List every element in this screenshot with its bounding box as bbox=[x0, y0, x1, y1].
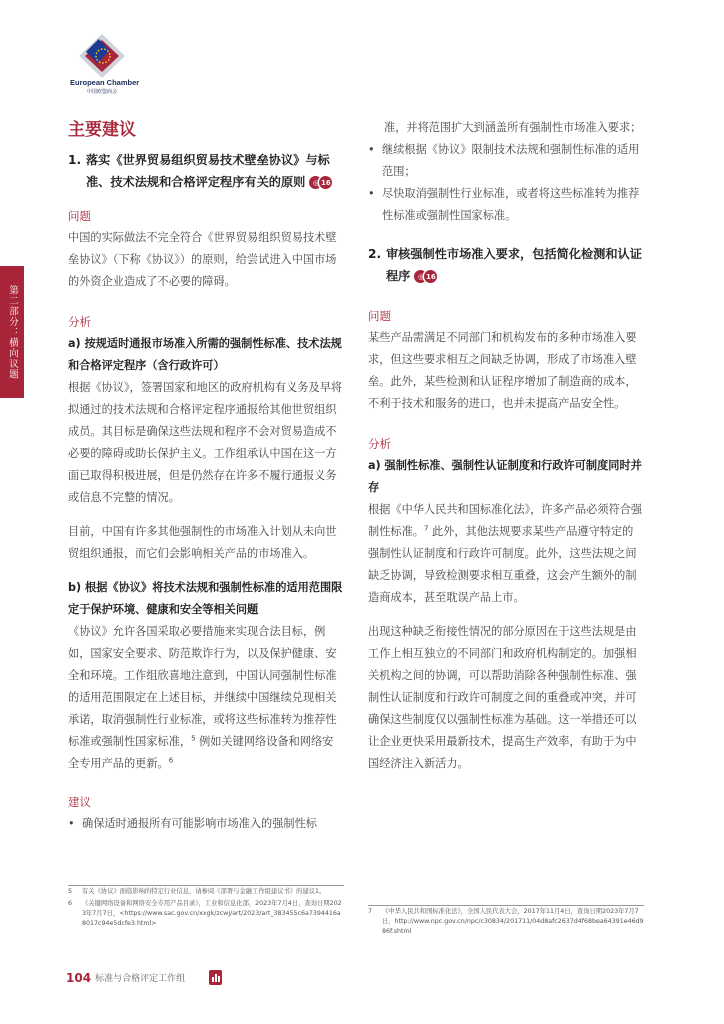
rec1-bullet-3: • 尽快取消强制性行业标准，或者将这些标准转为推荐性标准或强制性国家标准。 bbox=[368, 187, 640, 222]
rec2-a-text1-pre: 根据《中华人民共和国标准化法》，许多产品必须符合强制性标准。 bbox=[368, 503, 643, 538]
logo-cn-name: 中国欧盟商会 bbox=[86, 89, 117, 95]
priority-badge-icon: ◎ 16 bbox=[414, 270, 437, 283]
rec1-a-title: a) 按规适时通报市场准入所需的强制性标准、技术法规和合格评定程序（含行政许可） bbox=[68, 337, 342, 372]
chart-doc-icon bbox=[209, 970, 222, 985]
footnote-ref-6[interactable]: 6 bbox=[168, 756, 174, 765]
rec2-problem-text: 某些产品需满足不同部门和机构发布的多种市场准入要求，但这些要求相互之间缺乏协调，形成了市场准入壁垒。此外，某些检测和认证程序增加了制造商的成本，不利于技术和服务的进口，也并未提高产品安全性。 bbox=[368, 331, 637, 410]
rec1-bullet-1: • 确保适时通报所有可能影响市场准入的强制性标 bbox=[68, 817, 317, 830]
rec2-analysis-label: 分析 bbox=[368, 437, 391, 451]
rec2-a-paragraph bbox=[368, 499, 644, 609]
footnote-5: 5 有关《协议》面临影响的特定行业信息，请参阅《部署与金融工作组建议书》的建议1。 bbox=[68, 888, 326, 895]
page-number: 104 bbox=[66, 970, 92, 985]
footnote-ref-7[interactable]: 7 bbox=[423, 524, 429, 533]
section-title: 主要建议 bbox=[68, 120, 136, 140]
rec2-a-text1-post: 此外，其他法规要求某些产品遵守特定的强制性认证制度和行政许可制度。此外，这些法规之间缺乏协调，导致检测要求相互重叠，这会产生额外的制造商成本，甚至耽误产品上市。 bbox=[368, 525, 637, 604]
logo-emblem-icon bbox=[79, 34, 125, 78]
section-side-tab[interactable]: 第二部分：横向议题 bbox=[0, 266, 24, 398]
rec2-heading bbox=[368, 243, 644, 287]
rec1-problem-label: 问题 bbox=[68, 209, 91, 223]
rec1-title: 落实《世界贸易组织贸易技术壁垒协议》与标准、技术法规和合格评定程序有关的原则 bbox=[86, 153, 330, 189]
rec1-a-text2: 目前，中国有许多其他强制性的市场准入计划从未向世贸组织通报，而它们会影响相关产品的市场准入。 bbox=[68, 525, 337, 560]
european-chamber-logo bbox=[70, 32, 160, 100]
rec1-bullet-2: • 继续根据《协议》限制技术法规和强制性标准的适用范围； bbox=[368, 143, 640, 178]
logo-name: European Chamber bbox=[70, 78, 140, 87]
footer-title: 标准与合格评定工作组 bbox=[95, 974, 186, 984]
footnote-ref-5[interactable]: 5 bbox=[191, 734, 196, 743]
priority-badge-icon: ◎ 16 bbox=[309, 176, 332, 189]
rec1-a-text1: 根据《协议》，签署国家和地区的政府机构有义务及早将拟通过的技术法规和合格评定程序通报给其他世贸组织成员。其目标是确保这些法规和程序不会对贸易造成不必要的障碍或助长保护主义。工作组承认中国在这一方面已取得积极进展，但是仍然存在许多不履行通报义务或信息不完整的情况。 bbox=[68, 381, 343, 504]
rec2-problem-label: 问题 bbox=[368, 309, 391, 323]
rec1-b-paragraph bbox=[68, 621, 344, 775]
rec1-bullet-1-cont: 准，并将范围扩大到涵盖所有强制性市场准入要求； bbox=[384, 121, 642, 134]
rec1-b-text-tail: 例如关键网络设备和网络安全专用产品的更新。 bbox=[68, 735, 334, 770]
footnote-6: 6 《关键网络设备和网络安全专用产品目录》，工业和信息化部，2023年7月4日，查询日期2023年7月7日，<https://www.sac.gov.cn/xxgk/zcwj/art/2023/art_383455c6a7394416a8017c94e5dcfe3.html> bbox=[68, 900, 342, 927]
rec1-b-title: b) 根据《协议》将技术法规和强制性标准的适用范围限定于保护环境、健康和安全等相关问题 bbox=[68, 581, 343, 616]
footnote-7: 7 《中华人民共和国标准化法》，全国人民代表大会，2017年11月4日，查询日期2023年7月7日，http://www.npc.gov.cn/npc/c30834/201711/04d8afc2637d4f68bea64391e46d986f.shtml bbox=[368, 908, 644, 935]
rec1-recommend-label: 建议 bbox=[68, 795, 91, 809]
rec1-b-text: 《协议》允许各国采取必要措施来实现合法目标，例如，国家安全要求、防范欺诈行为，以及保护健康、安全和环境。工作组欣喜地注意到，中国认同强制性标准的适用范围限定在上述目标，并继续中国继续兑现相关承诺，取消强制性行业标准，或将这些标准转为推荐性标准或强制性国家标准， bbox=[68, 625, 337, 748]
rec1-analysis-label: 分析 bbox=[68, 315, 91, 329]
right-column bbox=[368, 117, 644, 775]
rec1-number: 1. bbox=[68, 153, 82, 167]
rec2-a-title: a) 强制性标准、强制性认证制度和行政许可制度同时并存 bbox=[368, 459, 642, 494]
rec2-a-text2: 出现这种缺乏衔接性情况的部分原因在于这些法规是由工作上相互独立的不同部门和政府机构制定的。加强相关机构之间的协调，可以帮助消除各种强制性标准、强制性认证制度和行政许可制度之间的重叠或冲突，并可确保这些制度仅以强制性标准为基础。这一举措还可以让企业更快采用最新技术，提高生产效率，有助于为中国经济注入新活力。 bbox=[368, 625, 637, 770]
rec2-title: 审核强制性市场准入要求，包括简化检测和认证程序 bbox=[386, 247, 642, 283]
rec2-number: 2. bbox=[368, 247, 382, 261]
rec1-heading bbox=[68, 149, 344, 193]
right-footnotes bbox=[368, 907, 644, 937]
left-column bbox=[68, 117, 344, 835]
left-footnotes bbox=[68, 887, 344, 929]
rec1-problem-text: 中国的实际做法不完全符合《世界贸易组织贸易技术壁垒协议》（下称《协议》）的原则，给尝试进入中国市场的外资企业造成了不必要的障碍。 bbox=[68, 231, 337, 288]
page-footer bbox=[66, 970, 222, 985]
